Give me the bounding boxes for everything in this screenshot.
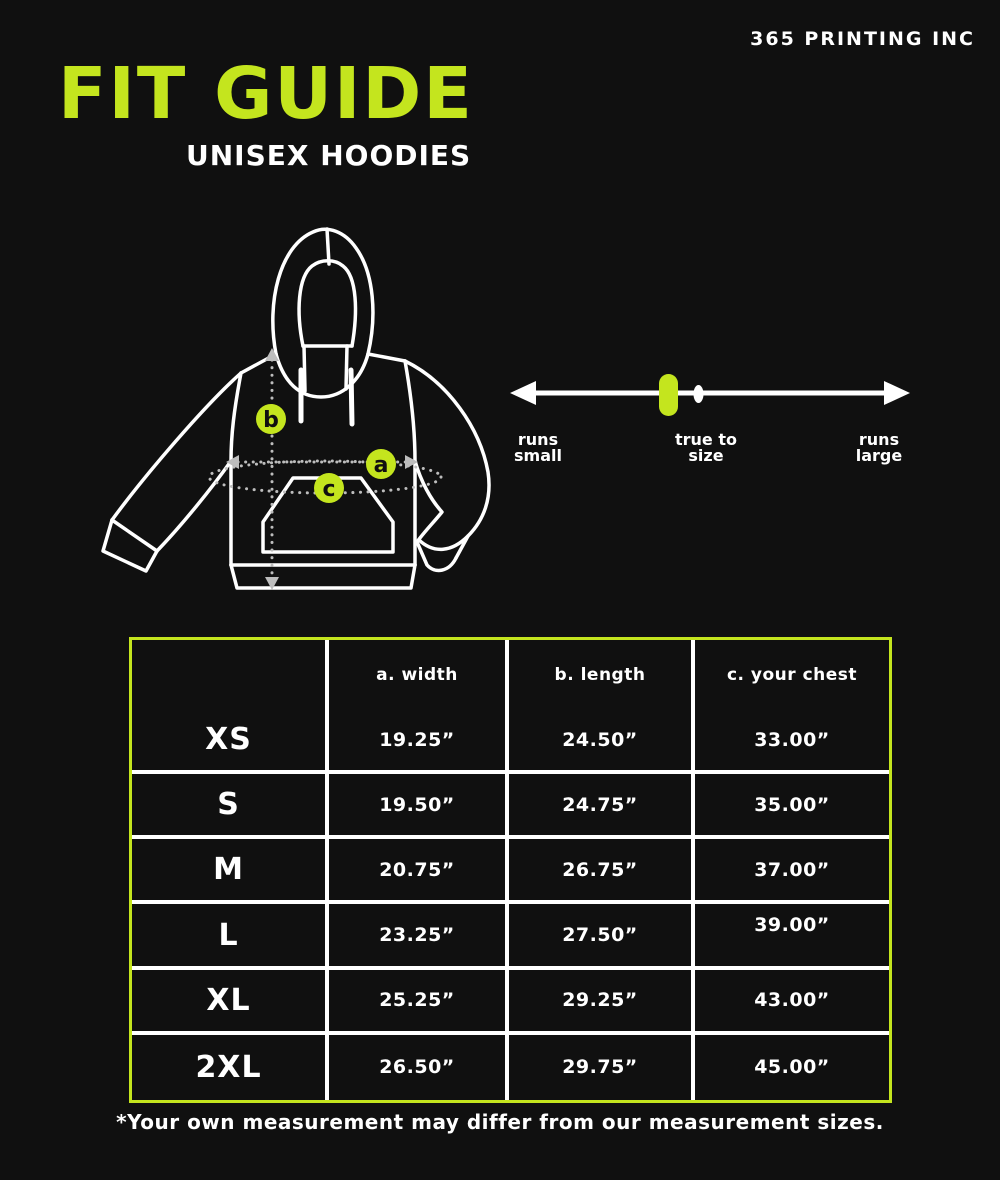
scale-label-true-to-size: true to size — [675, 430, 737, 465]
scale-arrow-left-icon — [510, 381, 536, 405]
header-row — [132, 640, 889, 709]
hoodie-outline — [103, 229, 489, 588]
chest-value: 35.00” — [695, 774, 889, 839]
page-subtitle: UNISEX HOODIES — [186, 139, 472, 172]
length-value: 26.75” — [509, 839, 695, 904]
point-a-label: a — [373, 453, 389, 478]
width-value: 19.25” — [329, 709, 509, 774]
scale-dot — [694, 385, 704, 403]
width-value: 26.50” — [329, 1035, 509, 1100]
scale-label-runs-large: runs large — [855, 430, 903, 465]
chest-value: 39.00” — [695, 904, 889, 969]
size-label: XS — [132, 709, 329, 774]
size-label: M — [132, 839, 329, 904]
point-b-label: b — [263, 408, 279, 433]
chest-value: 43.00” — [695, 970, 889, 1035]
size-row-2xl — [132, 1035, 889, 1100]
scale-marker — [659, 374, 678, 416]
length-value: 24.75” — [509, 774, 695, 839]
fit-scale — [500, 355, 920, 425]
column-header: a. width — [329, 640, 509, 709]
page-title: FIT GUIDE — [58, 52, 474, 135]
size-row-xs — [132, 709, 889, 774]
hoodie-diagram — [100, 220, 520, 620]
length-value: 29.75” — [509, 1035, 695, 1100]
size-label: L — [132, 904, 329, 969]
corner-cell — [132, 640, 329, 709]
chest-value: 37.00” — [695, 839, 889, 904]
column-header: b. length — [509, 640, 695, 709]
size-label: 2XL — [132, 1035, 329, 1100]
length-value: 27.50” — [509, 904, 695, 969]
size-row-s — [132, 774, 889, 839]
column-header: c. your chest — [726, 664, 858, 685]
width-value: 25.25” — [329, 970, 509, 1035]
footnote: *Your own measurement may differ from our measurement sizes. — [116, 1110, 884, 1134]
length-value: 24.50” — [509, 709, 695, 774]
length-value: 29.25” — [509, 970, 695, 1035]
size-row-xl — [132, 970, 889, 1035]
chest-value: 33.00” — [695, 709, 889, 774]
drawstring-right — [351, 370, 352, 424]
size-row-m — [132, 839, 889, 904]
size-row-l — [132, 904, 889, 969]
scale-arrow-right-icon — [884, 381, 910, 405]
width-value: 19.50” — [329, 774, 509, 839]
point-c-label: c — [322, 477, 336, 502]
size-label: S — [132, 774, 329, 839]
brand-name: 365 PRINTING INC — [750, 28, 975, 50]
size-table — [129, 637, 892, 1103]
width-value: 20.75” — [329, 839, 509, 904]
size-label: XL — [132, 970, 329, 1035]
chest-value: 45.00” — [754, 1056, 830, 1079]
width-value: 23.25” — [329, 904, 509, 969]
scale-label-runs-small: runs small — [514, 430, 562, 465]
